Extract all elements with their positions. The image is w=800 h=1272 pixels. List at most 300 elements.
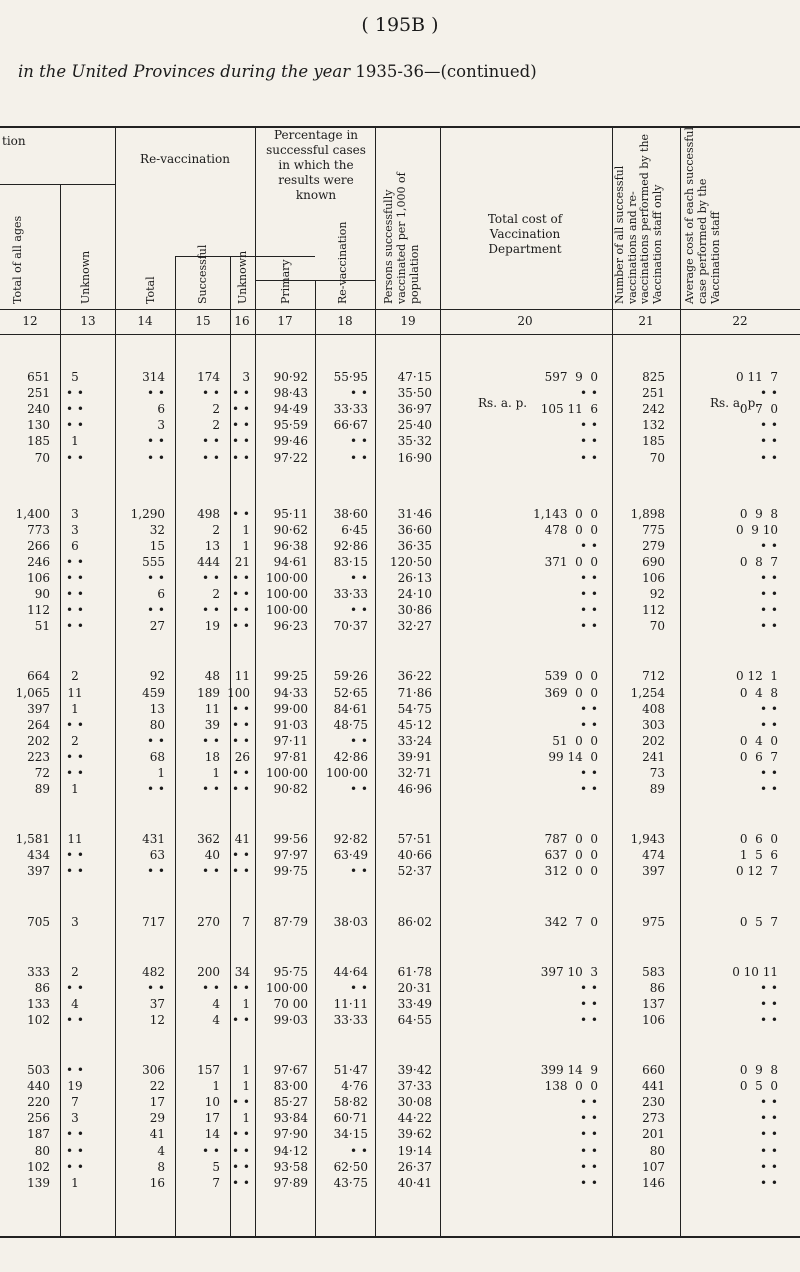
table-cell: • • bbox=[232, 864, 250, 879]
header-percentage: Percentage in successful cases in which the results were known bbox=[266, 128, 366, 202]
table-cell: • • bbox=[202, 864, 220, 879]
table-cell: 133 bbox=[27, 996, 50, 1011]
table-cell: • • bbox=[202, 386, 220, 401]
table-cell: 4·76 bbox=[341, 1079, 368, 1094]
table-cell: 89 bbox=[649, 782, 665, 797]
table-cell: 73 bbox=[649, 766, 665, 780]
table-cell: 240 bbox=[27, 402, 50, 417]
table-cell: • • bbox=[202, 434, 220, 449]
column-number: 22 bbox=[732, 314, 748, 328]
table-cell: • • bbox=[760, 1175, 778, 1190]
table-cell: 100 bbox=[227, 685, 250, 700]
table-cell: 44·64 bbox=[333, 964, 368, 979]
table-cell: 34 bbox=[234, 964, 250, 979]
table-cell: 3 bbox=[157, 418, 165, 433]
table-cell: 30·86 bbox=[397, 603, 432, 618]
table-cell: • • bbox=[580, 1111, 598, 1126]
col-divider bbox=[375, 126, 376, 1236]
table-cell: 444 bbox=[197, 554, 220, 569]
table-cell: 0 11 7 bbox=[736, 370, 778, 384]
table-cell: 0 4 8 bbox=[739, 685, 778, 700]
table-cell: • • bbox=[147, 603, 165, 618]
table-cell: 90·82 bbox=[273, 782, 308, 797]
table-cell: • • bbox=[580, 450, 598, 465]
table-cell: 139 bbox=[27, 1175, 50, 1190]
table-cell: 95·11 bbox=[273, 506, 308, 521]
table-cell: 87·79 bbox=[273, 914, 308, 929]
header-primary: Primary bbox=[279, 259, 292, 304]
table-cell: 637 0 0 bbox=[544, 848, 598, 863]
table-cell: • • bbox=[580, 717, 598, 732]
table-cell: 26·13 bbox=[397, 571, 432, 585]
table-cell: 90·92 bbox=[273, 370, 308, 384]
table-cell: 46·96 bbox=[397, 782, 432, 797]
table-cell: 70 bbox=[34, 450, 50, 465]
table-cell: 39·91 bbox=[397, 749, 432, 764]
table-cell: 11·11 bbox=[333, 996, 368, 1011]
table-cell: 100·00 bbox=[266, 603, 308, 618]
table-cell: 38·03 bbox=[333, 914, 368, 929]
table-cell: • • bbox=[760, 619, 778, 634]
table-cell: • • bbox=[760, 782, 778, 797]
table-cell: • • bbox=[580, 782, 598, 797]
table-cell: 93·58 bbox=[273, 1159, 308, 1174]
table-cell: 0 12 1 bbox=[736, 669, 778, 684]
table-cell: • • bbox=[147, 733, 165, 748]
table-cell: 0 8 7 bbox=[739, 554, 778, 569]
table-cell: • • bbox=[66, 418, 84, 433]
table-cell: 33·24 bbox=[397, 733, 432, 748]
table-cell: 47·15 bbox=[397, 370, 432, 384]
table-cell: 1,400 bbox=[15, 506, 50, 521]
table-cell: 36·60 bbox=[397, 522, 432, 537]
table-cell: 431 bbox=[142, 832, 165, 847]
column-number: 19 bbox=[400, 314, 416, 328]
table-cell: 1 bbox=[71, 782, 79, 797]
title-italic: in the United Provinces during the year bbox=[18, 62, 351, 81]
table-cell: 97·22 bbox=[273, 450, 308, 465]
table-cell: • • bbox=[580, 701, 598, 716]
table-cell: 102 bbox=[27, 1159, 50, 1174]
table-cell: 40·66 bbox=[397, 848, 432, 863]
table-cell: 138 0 0 bbox=[544, 1079, 598, 1094]
table-cell: 0 6 7 bbox=[739, 749, 778, 764]
table-cell: 273 bbox=[642, 1111, 665, 1126]
table-cell: 1 bbox=[242, 522, 250, 537]
table-cell: 112 bbox=[27, 603, 50, 618]
table-cell: • • bbox=[147, 864, 165, 879]
table-cell: 1,290 bbox=[130, 506, 165, 521]
column-number: 17 bbox=[277, 314, 293, 328]
table-cell: 92 bbox=[149, 669, 165, 684]
table-cell: 660 bbox=[642, 1063, 665, 1077]
table-cell: • • bbox=[580, 587, 598, 602]
table-cell: • • bbox=[66, 766, 84, 780]
table-cell: • • bbox=[232, 766, 250, 780]
table-cell: 26 bbox=[234, 749, 250, 764]
header-unknown-a: Unknown bbox=[79, 250, 92, 304]
table-cell: • • bbox=[66, 619, 84, 634]
table-cell: 3 bbox=[71, 914, 79, 929]
column-number: 12 bbox=[22, 314, 38, 328]
table-cell: • • bbox=[232, 587, 250, 602]
table-cell: 94·12 bbox=[273, 1143, 308, 1158]
table-cell: • • bbox=[580, 538, 598, 553]
table-cell: 787 0 0 bbox=[544, 832, 598, 847]
table-cell: 0 6 0 bbox=[739, 832, 778, 847]
col-divider bbox=[680, 126, 681, 1236]
table-cell: • • bbox=[232, 1127, 250, 1142]
table-cell: • • bbox=[232, 717, 250, 732]
table-cell: 266 bbox=[27, 538, 50, 553]
table-cell: • • bbox=[580, 386, 598, 401]
table-cell: 97·81 bbox=[273, 749, 308, 764]
table-cell: • • bbox=[66, 1143, 84, 1158]
table-cell: 7 bbox=[242, 914, 250, 929]
table-cell: 11 bbox=[67, 832, 83, 847]
table-cell: 1 bbox=[242, 1079, 250, 1094]
table-cell: 975 bbox=[642, 914, 665, 929]
table-cell: 63 bbox=[149, 848, 165, 863]
table-cell: 70·37 bbox=[333, 619, 368, 634]
table-cell: • • bbox=[350, 434, 368, 449]
table-cell: 270 bbox=[197, 914, 220, 929]
table-cell: 32·71 bbox=[397, 766, 432, 780]
table-cell: 36·22 bbox=[397, 669, 432, 684]
table-cell: • • bbox=[202, 782, 220, 797]
title-rest: 1935-36—(continued) bbox=[355, 62, 537, 81]
table-cell: 33·33 bbox=[333, 587, 368, 602]
table-cell: 29 bbox=[149, 1111, 165, 1126]
table-cell: 202 bbox=[642, 733, 665, 748]
table-cell: 11 bbox=[234, 669, 250, 684]
table-cell: 555 bbox=[142, 554, 165, 569]
table-cell: • • bbox=[66, 386, 84, 401]
table-cell: 112 bbox=[642, 603, 665, 618]
table-cell: 1,581 bbox=[15, 832, 50, 847]
table-cell: 399 14 9 bbox=[540, 1063, 598, 1077]
table-cell: • • bbox=[350, 782, 368, 797]
table-cell: • • bbox=[760, 1012, 778, 1027]
table-cell: 39·62 bbox=[397, 1127, 432, 1142]
table-cell: 3 bbox=[71, 1111, 79, 1126]
table-cell: 83·15 bbox=[333, 554, 368, 569]
table-cell: 102 bbox=[27, 1012, 50, 1027]
table-cell: 92 bbox=[649, 587, 665, 602]
table-cell: 1,898 bbox=[630, 506, 665, 521]
units-col20: Rs. a. p. bbox=[478, 396, 528, 410]
table-cell: 17 bbox=[149, 1095, 165, 1110]
table-cell: 5 bbox=[71, 370, 79, 384]
table-cell: 0 10 11 bbox=[732, 964, 778, 979]
table-cell: 0 9 10 bbox=[736, 522, 778, 537]
table-cell: • • bbox=[232, 1095, 250, 1110]
table-cell: 41 bbox=[149, 1127, 165, 1142]
table-cell: 83·00 bbox=[273, 1079, 308, 1094]
table-cell: 773 bbox=[27, 522, 50, 537]
header-successful: Successful bbox=[196, 244, 209, 304]
table-cell: 94·61 bbox=[273, 554, 308, 569]
table-cell: 369 0 0 bbox=[544, 685, 598, 700]
table-cell: 1,065 bbox=[15, 685, 50, 700]
table-cell: 397 bbox=[27, 864, 50, 879]
table-cell: 8 bbox=[157, 1159, 165, 1174]
column-number: 21 bbox=[638, 314, 654, 328]
table-cell: 2 bbox=[212, 418, 220, 433]
table-cell: 539 0 0 bbox=[544, 669, 598, 684]
table-cell: 137 bbox=[642, 996, 665, 1011]
table-cell: 18 bbox=[204, 749, 220, 764]
table-cell: • • bbox=[580, 418, 598, 433]
table-cell: • • bbox=[232, 1012, 250, 1027]
table-cell: • • bbox=[760, 587, 778, 602]
table-cell: • • bbox=[580, 1175, 598, 1190]
table-cell: • • bbox=[760, 538, 778, 553]
table-cell: • • bbox=[66, 717, 84, 732]
table-cell: 39 bbox=[204, 717, 220, 732]
table-cell: • • bbox=[232, 1143, 250, 1158]
table-cell: • • bbox=[580, 434, 598, 449]
table-cell: • • bbox=[232, 782, 250, 797]
table-cell: 15 bbox=[149, 538, 165, 553]
table-cell: 80 bbox=[34, 1143, 50, 1158]
table-cell: 503 bbox=[27, 1063, 50, 1077]
table-cell: 2 bbox=[212, 522, 220, 537]
table-cell: 3 bbox=[242, 370, 250, 384]
table-cell: • • bbox=[232, 402, 250, 417]
table-cell: • • bbox=[147, 782, 165, 797]
page-number: ( 195B ) bbox=[361, 14, 439, 36]
table-cell: 5 bbox=[212, 1159, 220, 1174]
table-cell: 57·51 bbox=[397, 832, 432, 847]
table-cell: 705 bbox=[27, 914, 50, 929]
table-cell: 6 bbox=[157, 587, 165, 602]
table-cell: • • bbox=[202, 450, 220, 465]
table-cell: 474 bbox=[642, 848, 665, 863]
table-cell: 333 bbox=[27, 964, 50, 979]
column-number: 20 bbox=[517, 314, 533, 328]
table-cell: 187 bbox=[27, 1127, 50, 1142]
table-cell: • • bbox=[760, 434, 778, 449]
table-cell: 62·50 bbox=[333, 1159, 368, 1174]
table-cell: • • bbox=[580, 1127, 598, 1142]
table-cell: • • bbox=[66, 1012, 84, 1027]
table-cell: 54·75 bbox=[397, 701, 432, 716]
table-cell: 3 bbox=[71, 506, 79, 521]
table-cell: 40 bbox=[204, 848, 220, 863]
table-cell: 42·86 bbox=[333, 749, 368, 764]
table-cell: • • bbox=[760, 1159, 778, 1174]
table-cell: 202 bbox=[27, 733, 50, 748]
table-cell: 34·15 bbox=[333, 1127, 368, 1142]
table-cell: 97·90 bbox=[273, 1127, 308, 1142]
table-cell: 99·25 bbox=[273, 669, 308, 684]
table-cell: • • bbox=[760, 980, 778, 995]
table-cell: 440 bbox=[27, 1079, 50, 1094]
table-cell: 33·33 bbox=[333, 402, 368, 417]
table-cell: • • bbox=[760, 450, 778, 465]
table-cell: • • bbox=[350, 864, 368, 879]
table-cell: • • bbox=[580, 766, 598, 780]
table-cell: 107 bbox=[642, 1159, 665, 1174]
table-cell: 1 bbox=[242, 996, 250, 1011]
table-cell: 100·00 bbox=[326, 766, 368, 780]
table-cell: • • bbox=[232, 701, 250, 716]
table-cell: 13 bbox=[149, 701, 165, 716]
column-number: 15 bbox=[195, 314, 211, 328]
table-cell: 32 bbox=[149, 522, 165, 537]
table-cell: • • bbox=[66, 571, 84, 585]
table-cell: 7 bbox=[212, 1175, 220, 1190]
table-cell: 397 10 3 bbox=[540, 964, 598, 979]
table-cell: 130 bbox=[27, 418, 50, 433]
table-cell: • • bbox=[760, 717, 778, 732]
table-cell: • • bbox=[147, 386, 165, 401]
table-cell: • • bbox=[202, 571, 220, 585]
table-cell: 371 0 0 bbox=[544, 554, 598, 569]
table-cell: 11 bbox=[67, 685, 83, 700]
table-cell: • • bbox=[66, 603, 84, 618]
table-cell: 33·49 bbox=[397, 996, 432, 1011]
table-cell: 712 bbox=[642, 669, 665, 684]
table-cell: 2 bbox=[212, 402, 220, 417]
table-cell: 362 bbox=[197, 832, 220, 847]
table-cell: 86 bbox=[649, 980, 665, 995]
table-cell: 1 bbox=[242, 1063, 250, 1077]
table-cell: • • bbox=[232, 571, 250, 585]
table-cell: 66·67 bbox=[333, 418, 368, 433]
table-cell: 312 0 0 bbox=[544, 864, 598, 879]
table-cell: 96·23 bbox=[273, 619, 308, 634]
table-cell: 264 bbox=[27, 717, 50, 732]
table-cell: 2 bbox=[71, 733, 79, 748]
table-cell: 38·60 bbox=[333, 506, 368, 521]
table-cell: • • bbox=[66, 1159, 84, 1174]
table-cell: • • bbox=[760, 603, 778, 618]
table-cell: 2 bbox=[212, 587, 220, 602]
table-cell: • • bbox=[760, 571, 778, 585]
table-cell: 71·86 bbox=[397, 685, 432, 700]
table-cell: 0 5 7 bbox=[739, 914, 778, 929]
table-cell: 478 0 0 bbox=[544, 522, 598, 537]
table-cell: • • bbox=[202, 1143, 220, 1158]
table-cell: 99·46 bbox=[273, 434, 308, 449]
table-cell: 6 bbox=[71, 538, 79, 553]
table-cell: 33·33 bbox=[333, 1012, 368, 1027]
table-cell: • • bbox=[202, 603, 220, 618]
table-cell: • • bbox=[232, 603, 250, 618]
table-cell: • • bbox=[232, 506, 250, 521]
table-cell: 52·37 bbox=[397, 864, 432, 879]
table-cell: 1,143 0 0 bbox=[533, 506, 598, 521]
table-cell: 92·82 bbox=[333, 832, 368, 847]
table-cell: 2 bbox=[71, 964, 79, 979]
table-cell: 1 bbox=[212, 766, 220, 780]
table-cell: 72 bbox=[34, 766, 50, 780]
table-cell: • • bbox=[580, 1159, 598, 1174]
table-cell: 717 bbox=[142, 914, 165, 929]
table-cell: 86·02 bbox=[397, 914, 432, 929]
table-cell: 120·50 bbox=[390, 554, 432, 569]
table-cell: 64·55 bbox=[397, 1012, 432, 1027]
table-cell: 99 14 0 bbox=[548, 749, 598, 764]
table-cell: 2 bbox=[71, 669, 79, 684]
table-cell: 26·37 bbox=[397, 1159, 432, 1174]
table-cell: • • bbox=[760, 418, 778, 433]
table-cell: • • bbox=[147, 980, 165, 995]
table-cell: 58·82 bbox=[333, 1095, 368, 1110]
table-cell: • • bbox=[580, 619, 598, 634]
table-cell: 651 bbox=[27, 370, 50, 384]
column-number: 14 bbox=[137, 314, 153, 328]
column-number: 16 bbox=[234, 314, 250, 328]
table-cell: 97·97 bbox=[273, 848, 308, 863]
table-cell: 0 4 0 bbox=[739, 733, 778, 748]
table-cell: 24·10 bbox=[397, 587, 432, 602]
table-cell: 14 bbox=[204, 1127, 220, 1142]
table-cell: • • bbox=[760, 1143, 778, 1158]
table-cell: 1 bbox=[71, 434, 79, 449]
table-cell: 185 bbox=[642, 434, 665, 449]
table-cell: • • bbox=[580, 980, 598, 995]
table-cell: 0 12 7 bbox=[736, 864, 778, 879]
table-cell: • • bbox=[760, 1095, 778, 1110]
table-cell: 775 bbox=[642, 522, 665, 537]
table-cell: • • bbox=[232, 1175, 250, 1190]
table-cell: 1 bbox=[212, 1079, 220, 1094]
vaccination-table bbox=[0, 104, 800, 1240]
table-cell: 100·00 bbox=[266, 587, 308, 602]
table-cell: • • bbox=[580, 603, 598, 618]
header-persons-vaccinated: Persons successfully vaccinated per 1,000 of population bbox=[382, 172, 421, 304]
table-cell: 100·00 bbox=[266, 766, 308, 780]
table-cell: 4 bbox=[212, 996, 220, 1011]
table-cell: 43·75 bbox=[333, 1175, 368, 1190]
table-cell: 20·31 bbox=[397, 980, 432, 995]
table-cell: 223 bbox=[27, 749, 50, 764]
table-cell: 48·75 bbox=[333, 717, 368, 732]
table-cell: 189 bbox=[197, 685, 220, 700]
table-cell: 17 bbox=[204, 1111, 220, 1126]
table-cell: • • bbox=[66, 848, 84, 863]
table-cell: • • bbox=[66, 402, 84, 417]
table-cell: 19 bbox=[67, 1079, 83, 1094]
table-cell: • • bbox=[232, 418, 250, 433]
table-cell: • • bbox=[350, 450, 368, 465]
header-revaccination-short: Re-vaccination bbox=[336, 221, 349, 304]
units-col22: Rs. a, p. bbox=[710, 396, 760, 410]
table-cell: 44·22 bbox=[397, 1111, 432, 1126]
table-cell: 242 bbox=[642, 402, 665, 417]
table-cell: 459 bbox=[142, 685, 165, 700]
table-cell: 1 bbox=[157, 766, 165, 780]
table-cell: • • bbox=[760, 701, 778, 716]
table-cell: 48 bbox=[204, 669, 220, 684]
table-cell: • • bbox=[580, 1012, 598, 1027]
table-cell: 0 9 8 bbox=[739, 506, 778, 521]
table-cell: 85·27 bbox=[273, 1095, 308, 1110]
table-cell: 41 bbox=[234, 832, 250, 847]
table-cell: 22 bbox=[149, 1079, 165, 1094]
table-cell: 0 9 8 bbox=[739, 1063, 778, 1077]
table-cell: 690 bbox=[642, 554, 665, 569]
table-cell: 825 bbox=[642, 370, 665, 384]
table-cell: 220 bbox=[27, 1095, 50, 1110]
header-total: Total bbox=[144, 276, 157, 304]
table-cell: 51 bbox=[34, 619, 50, 634]
table-cell: 200 bbox=[197, 964, 220, 979]
table-cell: 146 bbox=[642, 1175, 665, 1190]
